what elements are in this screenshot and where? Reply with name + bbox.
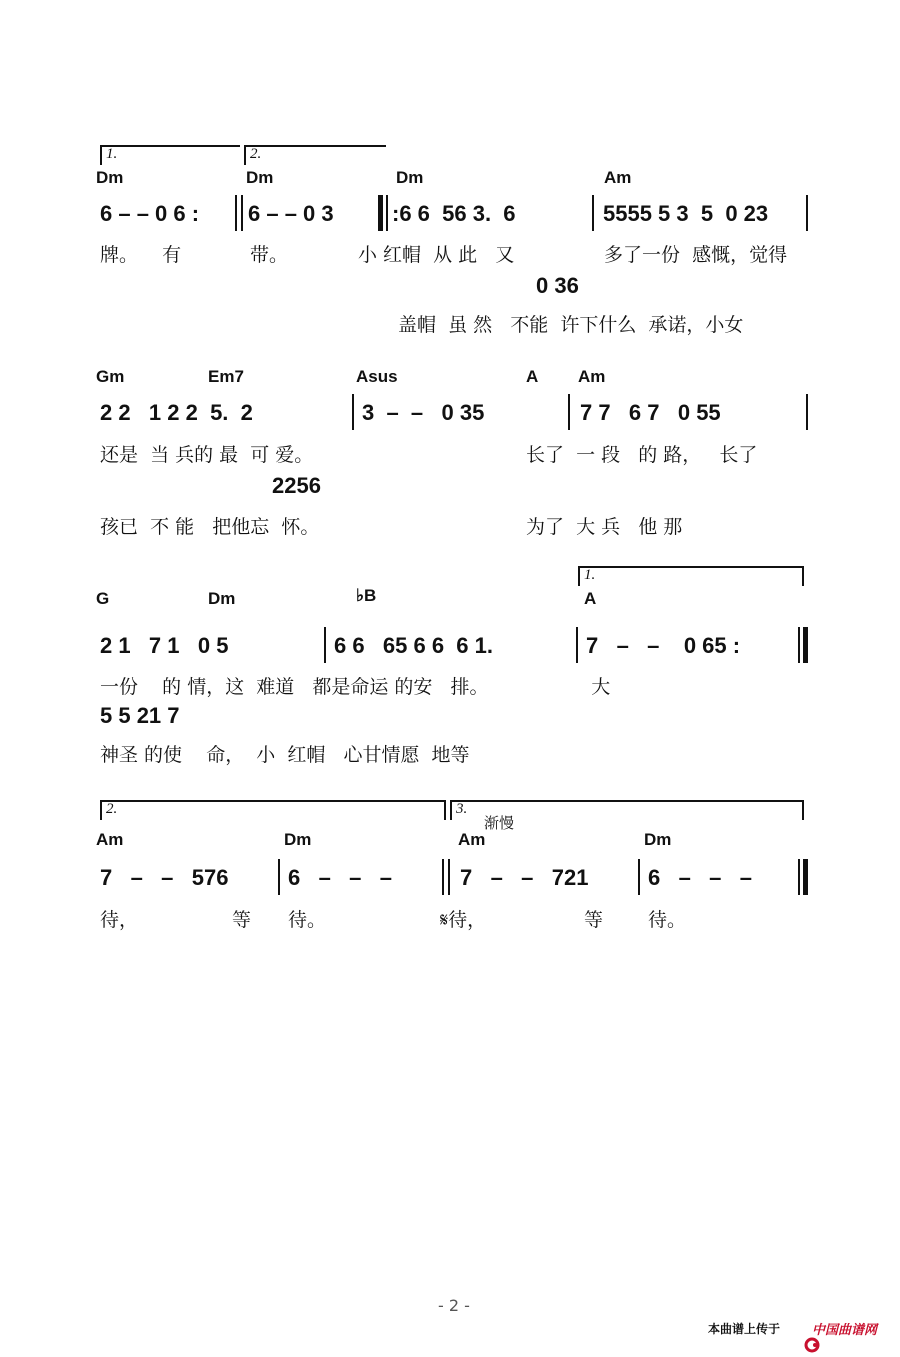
- note-group: 7 – – 0 65 :: [586, 633, 741, 658]
- chord-symbol: Am: [458, 830, 486, 849]
- barline: [324, 627, 326, 663]
- lyric-line: 牌。 有: [100, 244, 182, 266]
- tempo-marking: 渐慢: [484, 814, 515, 832]
- footer-uploaded-text: 本曲谱上传于: [708, 1322, 781, 1336]
- alt-note-group: 2256: [272, 473, 321, 498]
- barline: [568, 394, 570, 430]
- chord-symbol: Am: [604, 168, 632, 187]
- note-group: 6 6 65 6 6 6 1.: [334, 633, 494, 658]
- lyric-line: 待，: [100, 909, 139, 931]
- barline: [442, 859, 444, 895]
- lyric-line: 待。: [648, 909, 687, 931]
- chord-symbol: Am: [96, 830, 124, 849]
- barline: [352, 394, 354, 430]
- chord-symbol: Dm: [284, 830, 312, 849]
- note-group: 7 7 6 7 0 55: [580, 400, 721, 425]
- lyric-line: 一份 的 情，这 难道 都是命运 的安 排。 大: [100, 676, 611, 698]
- volta-label: 3.: [456, 801, 468, 817]
- note-group: 7 – – 721: [460, 865, 589, 890]
- lyric-line: 小 红帽 从 此 又: [358, 244, 515, 266]
- chord-symbol: Am: [578, 367, 606, 386]
- lyric-line: 盖帽 虽 然 不能 许下什么 承诺，小女: [398, 314, 744, 336]
- barline: [235, 195, 237, 231]
- lyric-line: 带。: [250, 244, 289, 266]
- lyric-line: 𝄋待，: [440, 909, 487, 931]
- note-group: 5555 5 3 5 0 23: [603, 201, 769, 226]
- thick-barline: [378, 195, 383, 231]
- lyric-line: 等: [232, 909, 252, 931]
- volta-label: 2.: [106, 801, 118, 817]
- barline: [806, 394, 808, 430]
- barline: [806, 195, 808, 231]
- volta-bracket-2: [100, 800, 446, 820]
- note-group: :6 6 56 3. 6: [392, 201, 516, 226]
- chord-symbol: Dm: [644, 830, 672, 849]
- lyric-line: 还是 当 兵的 最 可 爱。: [100, 444, 314, 466]
- chord-symbol: Em7: [208, 367, 244, 386]
- chord-symbol: Dm: [246, 168, 274, 187]
- lyric-line: 为了 大 兵 他 那: [526, 516, 683, 538]
- alt-note-group: 0 36: [536, 273, 579, 298]
- note-group: 2 2 1 2 2 5. 2: [100, 400, 253, 425]
- lyric-line: 多了一份 感慨，觉得: [604, 244, 788, 266]
- note-group: 6 – – –: [648, 865, 752, 890]
- barline: [798, 627, 800, 663]
- volta-bracket-2: [244, 145, 386, 165]
- chord-symbol: G: [96, 589, 110, 608]
- chord-symbol: ♭B: [356, 586, 377, 605]
- site-logo-icon: [794, 1318, 810, 1334]
- barline: [592, 195, 594, 231]
- lyric-line: 神圣 的使 命， 小 红帽 心甘情愿 地等: [100, 744, 470, 766]
- barline: [638, 859, 640, 895]
- volta-bracket-1: [578, 566, 804, 586]
- lyric-line: 等: [584, 909, 604, 931]
- barline: [278, 859, 280, 895]
- volta-bracket-1: [100, 145, 240, 165]
- alt-note-group: 5 5 21 7: [100, 703, 180, 728]
- lyric-line: 长了 一 段 的 路， 长了: [526, 444, 758, 466]
- volta-label: 2.: [250, 146, 262, 162]
- chord-symbol: Dm: [208, 589, 236, 608]
- note-group: 2 1 7 1 0 5: [100, 633, 229, 658]
- chord-symbol: A: [526, 367, 539, 386]
- thick-barline: [803, 859, 808, 895]
- barline: [241, 195, 243, 231]
- note-group: 6 – – 0 6 :: [100, 201, 200, 226]
- chord-symbol: Dm: [96, 168, 124, 187]
- volta-label: 1.: [584, 567, 596, 583]
- barline: [448, 859, 450, 895]
- note-group: 7 – – 576: [100, 865, 229, 890]
- footer-site-name: 中国曲谱网: [812, 1323, 878, 1338]
- note-group: 3 – – 0 35: [362, 400, 485, 425]
- chord-symbol: Asus: [356, 367, 398, 386]
- chord-symbol: A: [584, 589, 597, 608]
- lyric-line: 孩已 不 能 把他忘 怀。: [100, 516, 320, 538]
- note-group: 6 – – –: [288, 865, 392, 890]
- lyric-line: 待。: [288, 909, 327, 931]
- barline: [386, 195, 388, 231]
- chord-symbol: Gm: [96, 367, 125, 386]
- chord-symbol: Dm: [396, 168, 424, 187]
- page-number: - 2 -: [438, 1296, 470, 1315]
- barline: [576, 627, 578, 663]
- barline: [798, 859, 800, 895]
- volta-label: 1.: [106, 146, 118, 162]
- note-group: 6 – – 0 3: [248, 201, 334, 226]
- thick-barline: [803, 627, 808, 663]
